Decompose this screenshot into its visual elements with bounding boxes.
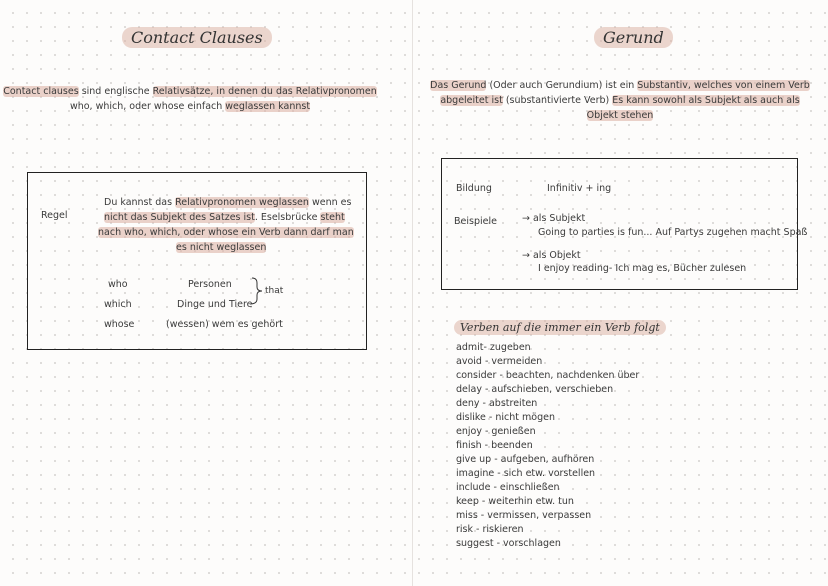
gerund-intro-highlight: Substantiv, welches von einem Verb: [637, 80, 810, 91]
gerund-box: [441, 158, 808, 290]
verb-item: suggest - vorschlagen: [456, 538, 561, 549]
verb-item: consider - beachten, nachdenken über: [456, 370, 640, 381]
verbs-title: Verben auf die immer ein Verb folgt: [454, 320, 666, 335]
gerund-intro-line-3: [412, 108, 828, 123]
gerund-intro-highlight: Das Gerund: [430, 80, 487, 91]
intro-text: sind englische: [78, 86, 153, 97]
rule-highlight: nicht das Subjekt des Satzes ist: [104, 212, 255, 223]
gerund-intro: [412, 78, 828, 123]
intro-term: Contact clauses: [3, 86, 79, 97]
pronoun-whose: whose: [104, 319, 135, 330]
beispiele-label: Beispiele: [454, 216, 497, 227]
rule-text: wenn es: [308, 197, 352, 208]
gerund-title: Gerund: [594, 27, 673, 48]
gerund-intro-text: (Oder auch Gerundium) ist ein: [486, 80, 638, 91]
gerund-intro-text: (substantivierte Verb): [502, 95, 613, 106]
verb-item: risk - riskieren: [456, 524, 524, 535]
contact-clauses-title: Contact Clauses: [122, 27, 272, 48]
verb-list: [456, 341, 639, 551]
verb-item: avoid - vermeiden: [456, 356, 543, 367]
pronoun-who: who: [108, 279, 128, 290]
verb-item: imagine - sich etw. vorstellen: [456, 468, 596, 479]
verb-item: finish - beenden: [456, 440, 533, 451]
rule-highlight: es nicht weglassen: [176, 242, 267, 253]
gerund-intro-line-2: [412, 93, 828, 108]
gerund-intro-line-1: [412, 78, 828, 93]
example-1-text: Going to parties is fun... Auf Partys zugehen macht Spaß: [538, 227, 808, 238]
rule-box: [27, 172, 367, 350]
rule-highlight: nach who, which, oder whose ein Verb dann darf man: [98, 227, 354, 238]
verb-item: delay - aufschieben, verschieben: [456, 384, 614, 395]
rule-highlight: steht: [320, 212, 345, 223]
rule-line-3: [98, 225, 354, 240]
rule-highlight: Relativpronomen weglassen: [175, 197, 309, 208]
bildung-label: Bildung: [456, 183, 492, 194]
intro-line-1: [0, 84, 380, 99]
gerund-intro-highlight: abgeleitet ist: [440, 95, 503, 106]
intro-text-2: who, which, oder whose einfach: [69, 101, 226, 112]
rule-line-1: [104, 195, 351, 210]
rule-line-4: [176, 240, 266, 255]
verb-item: give up - aufgeben, aufhören: [456, 454, 595, 465]
verb-item: admit- zugeben: [456, 342, 531, 353]
verb-item: keep - weiterhin etw. tun: [456, 496, 574, 507]
bildung-value: Infinitiv + ing: [547, 183, 612, 194]
intro-line-2: [0, 99, 380, 114]
pronoun-who-meaning: Personen: [188, 279, 232, 290]
example-2-heading: → als Objekt: [522, 250, 581, 261]
pronoun-which-meaning: Dinge und Tiere: [177, 299, 253, 310]
intro-highlight-2: weglassen kannst: [225, 101, 311, 112]
contact-clauses-intro: [0, 84, 380, 114]
rule-text: . Eselsbrücke: [254, 212, 321, 223]
that-label: that: [265, 286, 284, 296]
gerund-intro-highlight: Es kann sowohl als Subjekt als auch als: [612, 95, 800, 106]
intro-highlight: Relativsätze, in denen du das Relativpronomen: [152, 86, 377, 97]
pronoun-whose-meaning: (wessen) wem es gehört: [166, 319, 283, 330]
example-1-heading: → als Subjekt: [522, 213, 586, 224]
verb-item: miss - vermissen, verpassen: [456, 510, 592, 521]
rule-label: Regel: [41, 210, 68, 221]
verb-item: enjoy - genießen: [456, 426, 536, 437]
pronoun-which: which: [104, 299, 132, 310]
verb-item: include - einschließen: [456, 482, 560, 493]
rule-line-2: [104, 210, 345, 225]
verb-item: dislike - nicht mögen: [456, 412, 555, 423]
verb-item: deny - abstreiten: [456, 398, 538, 409]
rule-text: Du kannst das: [104, 197, 176, 208]
gerund-intro-highlight: Objekt stehen: [586, 110, 654, 121]
example-2-text: I enjoy reading- Ich mag es, Bücher zulesen: [538, 263, 747, 274]
